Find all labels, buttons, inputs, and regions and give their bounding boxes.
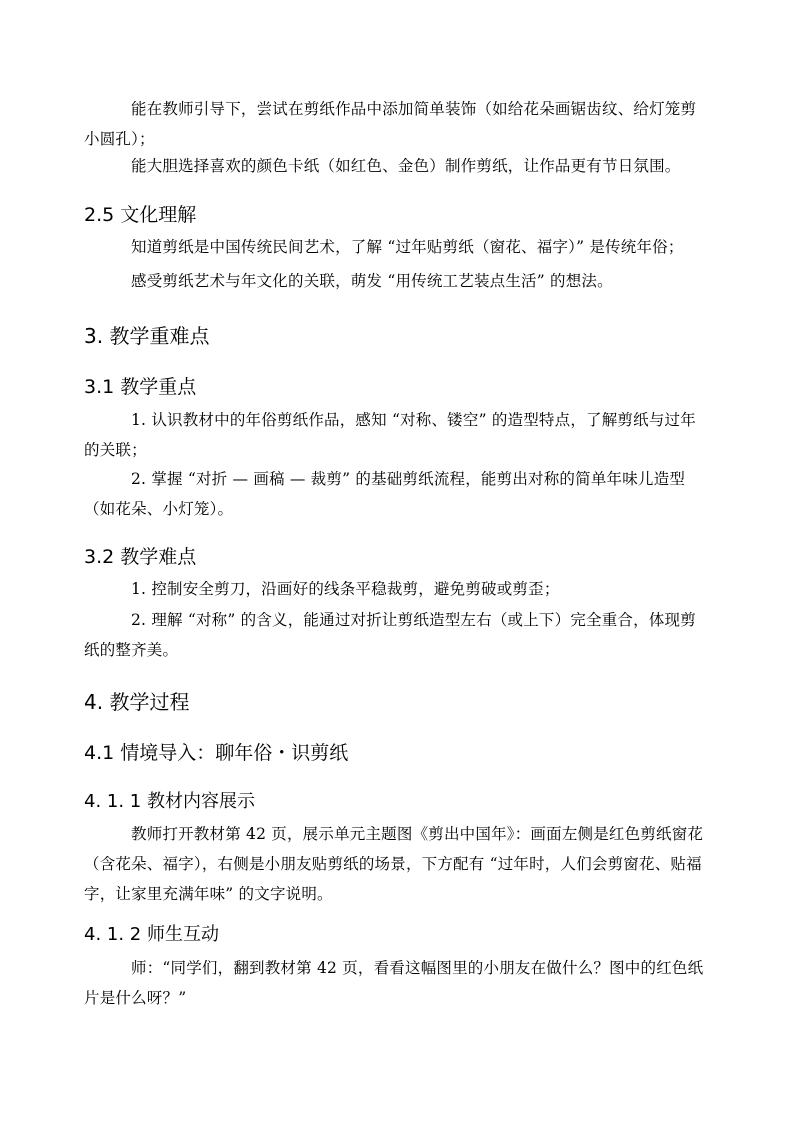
paragraph-key-point-2: 2. 掌握 “对折 — 画稿 — 裁剪” 的基础剪纸流程，能剪出对称的简单年味儿造型（如花朵、小灯笼）。 (84, 470, 686, 518)
paragraph-difficulty-1: 1. 控制安全剪刀，沿画好的线条平稳裁剪，避免剪破或剪歪； (131, 580, 560, 598)
heading-3-2: 3.2 教学难点 (84, 546, 197, 568)
paragraph-difficulty-2: 2. 理解 “对称” 的含义，能通过对折让剪纸造型左右（或上下）完全重合，体现剪纸的整齐美。 (84, 611, 696, 659)
paragraph-interaction: 师：“同学们，翻到教材第 42 页，看看这幅图里的小朋友在做什么？图中的红色纸片是什么呀？” (84, 959, 704, 1007)
heading-4-1-2: 4. 1. 2 师生互动 (84, 924, 219, 945)
heading-3: 3. 教学重难点 (84, 324, 210, 348)
heading-4-1-1: 4. 1. 1 教材内容展示 (84, 791, 255, 812)
paragraph-decoration: 能在教师引导下，尝试在剪纸作品中添加简单装饰（如给花朵画锯齿纹、给灯笼剪小圆孔）； (84, 100, 697, 148)
paragraph-color-choice: 能大胆选择喜欢的颜色卡纸（如红色、金色）制作剪纸，让作品更有节日氛围。 (131, 157, 681, 175)
heading-3-1: 3.1 教学重点 (84, 376, 197, 398)
paragraph-key-point-1: 1. 认识教材中的年俗剪纸作品，感知 “对称、镂空” 的造型特点，了解剪纸与过年的关联； (84, 411, 696, 459)
heading-4: 4. 教学过程 (84, 690, 190, 714)
paragraph-textbook-display: 教师打开教材第 42 页，展示单元主题图《剪出中国年》：画面左侧是红色剪纸窗花（含花朵、福字），右侧是小朋友贴剪纸的场景，下方配有 “过年时，人们会剪窗花、贴福字，让家里充满年味” 的文字说明。 (84, 825, 704, 903)
paragraph-culture-1: 知道剪纸是中国传统民间艺术，了解 “过年贴剪纸（窗花、福字）” 是传统年俗； (131, 238, 684, 256)
heading-2-5: 2.5 文化理解 (84, 204, 197, 226)
paragraph-culture-2: 感受剪纸艺术与年文化的关联，萌发 “用传统工艺装点生活” 的想法。 (131, 272, 613, 290)
heading-4-1: 4.1 情境导入：聊年俗・识剪纸 (84, 742, 349, 764)
